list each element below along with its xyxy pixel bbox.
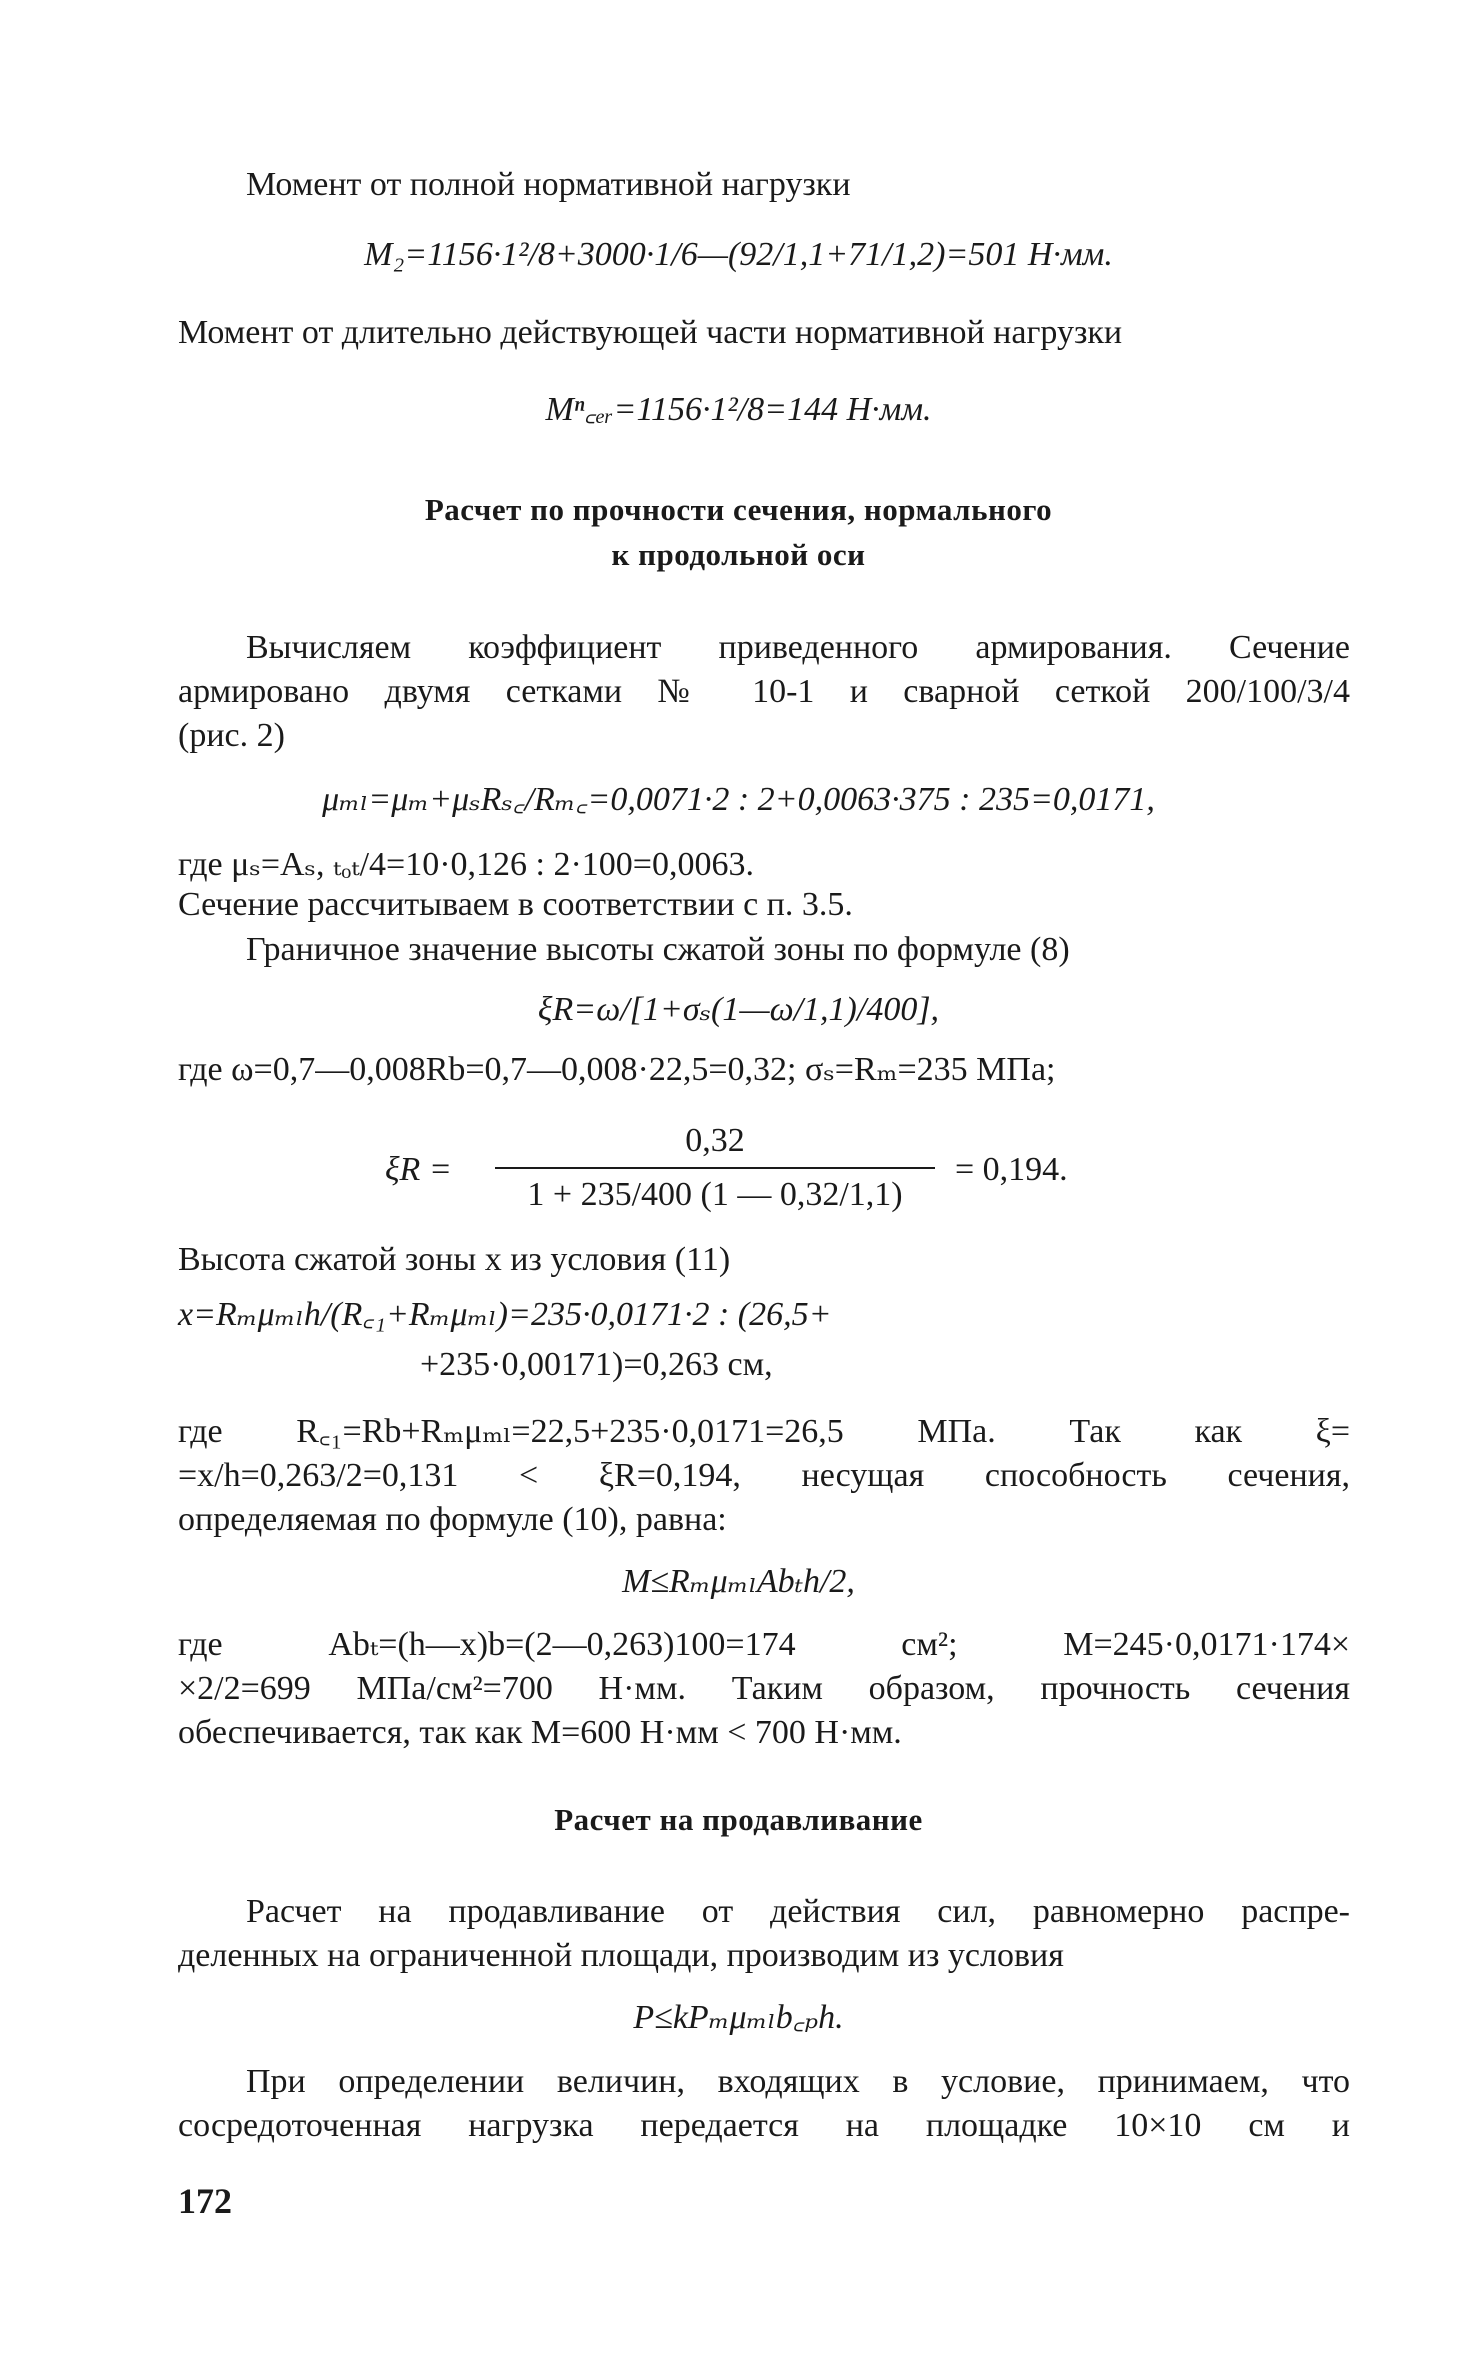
paragraph-line: определяемая по формуле (10), равна: [178,1501,727,1538]
text-line: Момент от полной нормативной нагрузки [246,166,851,203]
fraction-denominator: 1 + 235/400 (1 — 0,32/1,1) [527,1176,903,1213]
paragraph-line: Вычисляем коэффициент приведенного армирования. Сечение [246,629,1350,666]
fraction [495,1119,935,1217]
fraction-lhs: ξR = [385,1151,452,1188]
text-line: Сечение рассчитываем в соответствии с п. 3.5. [178,886,853,923]
text-line: Граничное значение высоты сжатой зоны по формуле (8) [246,931,1070,968]
page-number: 172 [178,2181,232,2221]
formula-xi: ξR=ω/[1+σₛ(1—ω/1,1)/400], [537,991,940,1028]
fraction-bar [495,1167,935,1169]
section-heading: Расчет на продавливание [554,1802,923,1837]
formula-m: M≤RₘμₘₗAbₜh/2, [622,1563,855,1600]
text-line: где ω=0,7—0,008Rb=0,7—0,008·22,5=0,32; σₛ=Rₘ=235 МПа; [178,1051,1056,1088]
paragraph-line: ×2/2=699 МПа/см²=700 Н·мм. Таким образом, прочность сечения [178,1670,1350,1707]
paragraph-line: где R꜀₁=Rb+Rₘμₘₗ=22,5+235·0,0171=26,5 МПа. Так как ξ= [178,1413,1350,1450]
formula-mu: μₘₗ=μₘ+μₛRₛ꜀/Rₘ꜀=0,0071·2 : 2+0,0063·375 : 235=0,0171, [322,781,1155,818]
paragraph-line: При определении величин, входящих в условие, принимаем, что [246,2063,1350,2100]
fraction-formula [385,1119,1145,1229]
paragraph-line: армировано двумя сетками № 10-1 и сварной сеткой 200/100/3/4 [178,673,1350,710]
paragraph-line: Расчет на продавливание от действия сил, равномерно распре- [246,1893,1350,1930]
fraction-rhs: = 0,194. [955,1151,1068,1188]
formula-m2: M₂=1156·1²/8+3000·1/6—(92/1,1+71/1,2)=501 Н·мм. [364,236,1113,273]
text-line: где μₛ=Aₛ, ₜₒₜ/4=10·0,126 : 2·100=0,0063. [178,846,754,883]
text-line: Момент от длительно действующей части нормативной нагрузки [178,314,1123,351]
paragraph-line: обеспечивается, так как M=600 Н·мм < 700 Н·мм. [178,1714,902,1751]
paragraph-line: (рис. 2) [178,717,285,754]
fraction-numerator: 0,32 [685,1122,745,1159]
paragraph-line: деленных на ограниченной площади, производим из условия [178,1937,1064,1974]
formula-p: P≤kPₘμₘₗb꜀ₚh. [633,1999,844,2036]
section-heading: к продольной оси [611,537,866,572]
paragraph-line: сосредоточенная нагрузка передается на площадке 10×10 см и [178,2107,1350,2144]
formula-x-cont: +235·0,00171)=0,263 см, [420,1346,773,1383]
formula-x: x=Rₘμₘₗh/(R꜀₁+Rₘμₘₗ)=235·0,0171·2 : (26,5+ [178,1296,832,1333]
paragraph-line: где Abₜ=(h—x)b=(2—0,263)100=174 см²; M=245·0,0171·174× [178,1626,1350,1663]
section-heading: Расчет по прочности сечения, нормального [424,492,1053,527]
text-line: Высота сжатой зоны x из условия (11) [178,1241,731,1278]
paragraph-line: =x/h=0,263/2=0,131 < ξR=0,194, несущая способность сечения, [178,1457,1350,1494]
formula-mn: Mⁿ꜀ₑᵣ=1156·1²/8=144 Н·мм. [545,391,932,428]
